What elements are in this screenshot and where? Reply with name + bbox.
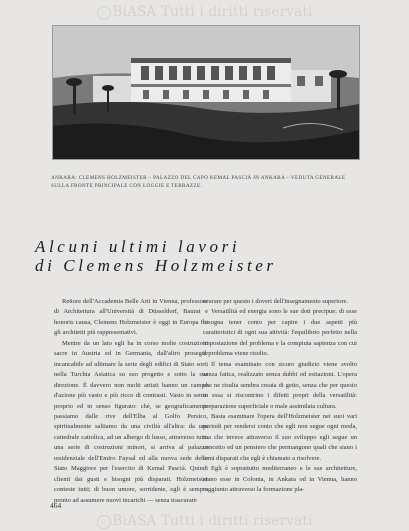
watermark-top: c BiASA Tutti i diritti riservati	[0, 4, 409, 20]
paragraph: scurare per questo i doveri dell'insegnamento superiore.	[203, 298, 349, 305]
paragraph: Versatilità ed energia sono le sue doti precipue; di esse bisogna tener conto per capire i due aspetti più caratteristici di ogni sua attività: l'equilibrio perfetto nella impostazione del problema e la compiuta sapienza con cui il problema viene risolto.	[203, 308, 357, 358]
paragraph: Egli è soprattutto mediterraneo e le sue architetture, siano esse in Colonia, in Ankara od in Vienna, hanno raggiunto attraverso la formazione pla-	[203, 465, 357, 494]
article-title-line-2: di Clemens Holzmeister	[35, 256, 277, 275]
right-column	[203, 297, 357, 496]
paragraph: Il tema esaminato con sicuro giudizio viene svolto senza fatica, realizzato senza dubbi od esitazioni. L'opera che ne risulta sembra creata di getto, senza che per questo in essa si riscontrino i difetti propri della versatilità: preparazione superficiale o male assimilata cultura.	[203, 360, 357, 410]
building-photo	[52, 25, 360, 160]
paragraph: Rettore dell'Accademia Belle Arti in Vienna, professore di Architettura all'Università di Düsseldorf, Baurat e honoris causa, Clemens Holzmeister è oggi in Europa fra gli architetti più rappresentativi.	[54, 298, 208, 337]
left-column	[54, 297, 208, 506]
paragraph: Mentre da un lato egli ha in corso molte costruzioni sacre in Austria ed in Germania, dall'altro prosegue incancabile ad ultimare la serie degli edifici di Stato sorti nella Turchia Asiatica su suo progetto e sotto la sua direzione. È davvero non molti artisti hanno un campo d'azione più vasto e più ricco di contrasti. Vasto in senso proprio ed in senso figurato: chè, se geograficamente passiamo dalle rive dell'Elba al Golfo Persico, spiritualmente saltiamo da una civiltà all'altra: da una cattedrale cattolica, ad un albergo di lusso, attraverso tutta una serie di costruzioni minori, si arriva al palazzo residenziale dell'Emiro Faysal ed alla nuova sede dello Stato Maggiore per l'esercito di Kemal Pascià. Quindi clienti dai gusti e bisogni più disparati. Holzmeister conteste tutti; di buon umore, sorridente, egli è sempre pronto ad assumere nuovi incarichi — senza trascurare	[54, 339, 208, 504]
article-title-line-1: Alcuni ultimi lavori	[35, 237, 241, 256]
paragraph: Basta esaminare l'opera dell'Holzmeister nei suoi vari periodi per rendersi conto che egli non segue ogni moda, ma che invece attraverso il suo sviluppo egli segue un concetto ed un pensiero che permangono quali che siano i temi disparati che egli è chiamato a risolvere.	[203, 412, 357, 462]
photo-caption: ANKARA: CLEMENS HOLZMEISTER – PALAZZO DEL CAPO KEMAL PASCIÀ IN ANKARA – VEDUTA GENERALE SULLA FRONTE PRINCIPALE CON LOGGIE E TERRAZZE.	[51, 175, 346, 189]
watermark-bottom: c BiASA Tutti i diritti riservati	[0, 513, 409, 529]
page-number: 464	[50, 501, 62, 510]
